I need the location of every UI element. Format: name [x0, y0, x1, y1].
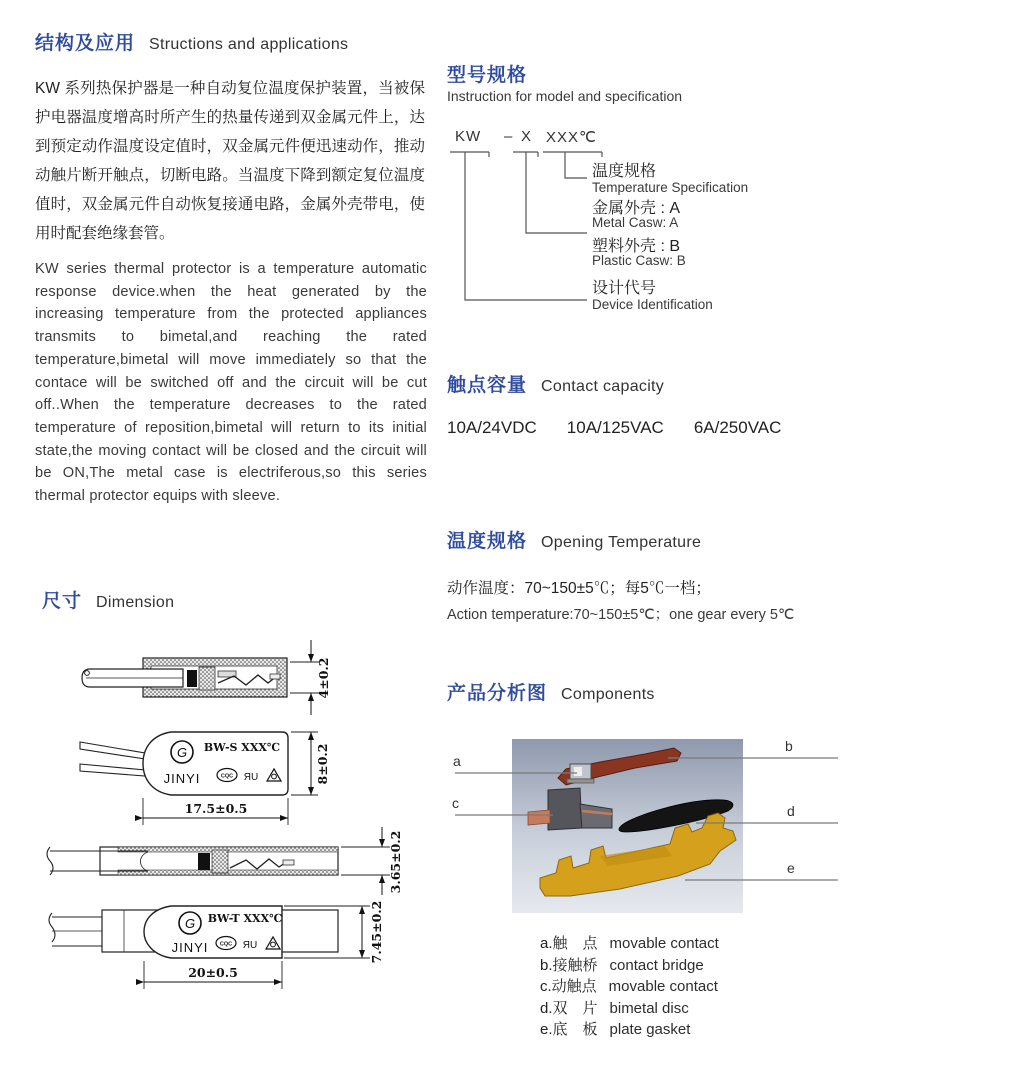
label-plastic-en: Plastic Casw: B [592, 253, 686, 268]
ul-mark-icon: ЯU [243, 772, 259, 783]
components-title-zh: 产品分析图 [447, 683, 548, 704]
contact-capacity-heading [447, 370, 664, 397]
dim-4: 4±0.2 [316, 657, 331, 699]
legend-item [540, 998, 719, 1020]
wire-lead [80, 764, 145, 776]
dim-8: 8±0.2 [315, 743, 330, 785]
dimension-title-en: Dimension [96, 594, 175, 611]
drawing-cross-section-long [47, 827, 403, 895]
opening-temp-heading [447, 526, 701, 553]
label-temp-zh: 温度规格 [592, 163, 657, 180]
callout-b: b [785, 738, 793, 754]
components-legend [540, 933, 719, 1041]
opening-temp-line-en: Action temperature:70~150±5℃；one gear every 5℃ [447, 607, 795, 623]
legend-item [540, 1019, 719, 1041]
structions-paragraph-en: KW series thermal protector is a temperature automatic response device.when the heat generated by the increasing temperature from the protected appliances transmits to bimetal,and reaching the rated temperature,bimetal will move immediately so that the contace will be switched off and the circuit will be cut off..When the temperature decreases to the rated temperature of reposition,bimetal will return to its initial state,the moving contact will be closed and the circuit will be ON,The metal case is electriferous,so this series thermal protector equips with sleeve. [35, 261, 427, 505]
opening-temp-line-zh: 动作温度：70~150±5℃；每5℃一档； [447, 580, 711, 597]
label-plastic-zh: 塑料外壳 : B [592, 238, 681, 255]
structions-title-en: Structions and applications [149, 36, 349, 53]
components-title-en: Components [561, 686, 655, 703]
legend-key: d.双 片 [540, 999, 598, 1017]
callout-c: c [452, 795, 459, 811]
ul-mark-icon: ЯU [242, 940, 258, 951]
cqc-mark-text: CQC [219, 941, 233, 948]
label-device-en: Device Identification [592, 297, 713, 312]
legend-item [540, 933, 719, 955]
label-device-zh: 设计代号 [592, 280, 657, 297]
cqc-mark-text: CQC [220, 773, 234, 780]
drawing-bw-t [49, 901, 384, 989]
capacity-value: 10A/24VDC [447, 418, 537, 437]
code-x: X [521, 128, 533, 145]
legend-key: e.底 板 [540, 1021, 598, 1039]
contact-capacity-title-en: Contact capacity [541, 378, 665, 395]
brand-text: JINYI [171, 940, 209, 955]
model-code-diagram [447, 128, 847, 328]
label-metal-zh: 金属外壳 : A [592, 200, 681, 217]
model-spec-heading [447, 60, 527, 87]
model-spec-title-zh: 型号规格 [447, 65, 528, 86]
callout-a: a [453, 753, 461, 769]
bw-t-model-text: BW-T XXX℃ [207, 912, 283, 925]
structions-heading [35, 28, 348, 55]
legend-name: plate gasket [609, 1021, 691, 1039]
structions-paragraph-zh: KW 系列热保护器是一种自动复位温度保护装置，当被保护电器温度增高时所产生的热量传递到双金属元件上，达到预定动作温度设定值时，双金属元件便迅速动作，推动动触片断开触点，切断电路。当温度下降到额定复位温度值时，双金属元件自动恢复接通电路，金属外壳带电，使用时配套绝缘套管。 [35, 80, 425, 242]
opening-temp-title-zh: 温度规格 [447, 531, 528, 552]
legend-item [540, 955, 719, 977]
dim-20: 20±0.5 [188, 965, 238, 980]
jinyi-logo-letter: G [176, 745, 188, 760]
drawing-bw-s [80, 732, 330, 825]
legend-name: bimetal disc [609, 999, 689, 1017]
label-temp-en: Temperature Specification [592, 180, 749, 195]
model-spec-subtitle: Instruction for model and specification [447, 88, 683, 104]
opening-temp-title-en: Opening Temperature [541, 534, 702, 551]
dimension-drawings [20, 625, 440, 1025]
structions-title-zh: 结构及应用 [35, 33, 136, 54]
code-kw: KW [455, 128, 482, 145]
insulator-block [187, 670, 197, 687]
components-heading [447, 678, 655, 705]
callout-d: d [787, 803, 795, 819]
dimension-title-zh: 尺寸 [42, 591, 83, 612]
drawing-cross-section-small [82, 640, 331, 715]
dim-7-45: 7.45±0.2 [369, 900, 384, 964]
code-temp: XXX℃ [546, 129, 597, 146]
legend-item [540, 976, 719, 998]
legend-name: movable contact [608, 978, 718, 996]
callout-e: e [787, 860, 795, 876]
label-metal-en: Metal Casw: A [592, 215, 679, 230]
contact-capacity-title-zh: 触点容量 [447, 375, 528, 396]
dim-17-5: 17.5±0.5 [184, 801, 248, 816]
brand-text: JINYI [163, 771, 201, 786]
dim-3-65: 3.65±0.2 [388, 830, 403, 894]
contact-block-part [548, 788, 582, 830]
bw-s-model-text: BW-S XXX℃ [203, 741, 281, 754]
legend-key: c.动触点 [540, 978, 597, 996]
legend-key: a.触 点 [540, 935, 598, 952]
legend-name: movable contact [609, 935, 719, 952]
contact-capacity-values [447, 418, 781, 438]
capacity-value: 6A/250VAC [693, 418, 782, 437]
copper-strip-part [528, 810, 550, 825]
jinyi-logo-letter: G [184, 916, 196, 931]
legend-name: contact bridge [609, 956, 704, 974]
components-figure [440, 728, 860, 926]
code-dash: – [504, 128, 514, 145]
dimension-heading [42, 586, 174, 613]
legend-key: b.接触桥 [540, 956, 598, 974]
capacity-value: 10A/125VAC [566, 418, 664, 437]
wire-lead [80, 742, 145, 759]
